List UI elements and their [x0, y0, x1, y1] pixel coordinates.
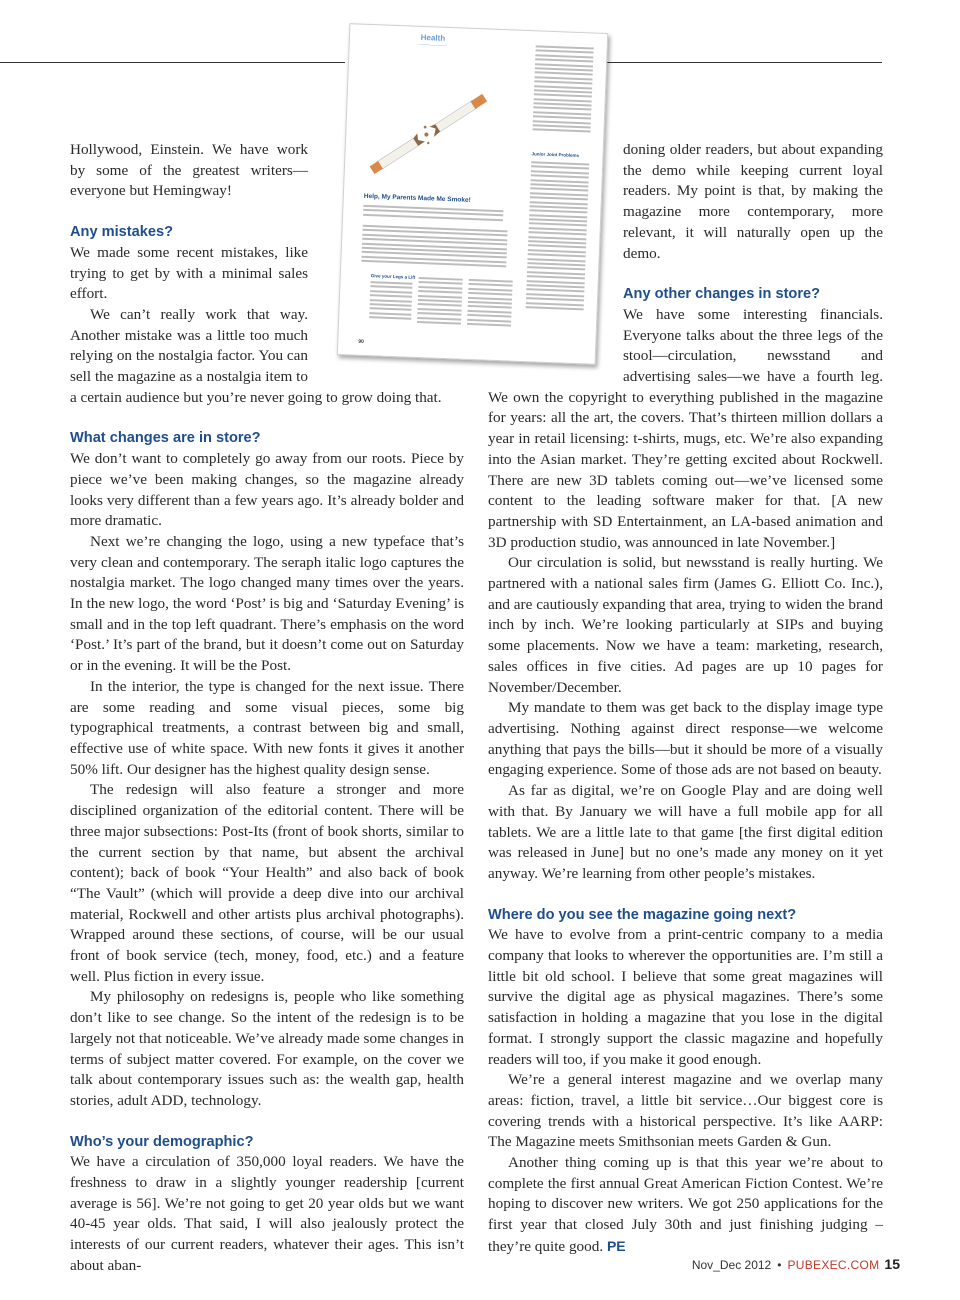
final-paragraph-text: Another thing coming up is that this year we’re about to complete the first annual Great American Fiction Contest. We’re hoping to discover new writers. We got 250 applications for the first year that closed July 30th and just finishing judging – they’re quite good. [488, 1154, 883, 1255]
heading-any-mistakes: Any mistakes? [70, 224, 174, 241]
paragraph: We have some interesting financials. Everyone talks about the three legs of the stool—circulation, newsstand and advertising sales—we have a fourth leg. We own the copyright to everything published in the magazine for years: all the art, the covers. That’s thirteen million dollars a year in retail licensing: t-shirts, mugs, etc. We’re also expanding into the Asian market. They’re getting excited about Rockwell. There are new 3D tablets coming out—we’ve licensed some content to the leading software maker for that. [A new partnership with SD Entertainment, an LA-based animation and 3D production studio, was announced in late November.] [488, 305, 883, 551]
heading-what-changes: What changes are in store? [70, 430, 261, 447]
paragraph: As far as digital, we’re on Google Play and are doing well with that. By January we will have a full mobile app for all tablets. We are a little late to that game [the first digital edition was released in June] but no one’s made any money on it yet anyway. We’re learning from other people’s mistakes. [488, 782, 883, 882]
footer-bullet: • [777, 1258, 782, 1272]
paragraph: We’re a general interest magazine and we overlap many areas: fiction, travel, a little bit service…Our biggest core is covering trends with a historical perspective. It’s like AARP: The Magazine meets Smithsonian meets Garden & Gun. [488, 1071, 883, 1151]
paragraph: In the interior, the type is changed for the next issue. There are some reading and some visual pieces, some big typographical treatments, a contrast between big and small, effective use of white space. With new fonts it gives it another 50% lift. Our designer has the highest quality design sense. [70, 677, 464, 778]
page-footer [692, 1256, 900, 1272]
heading-going-next: Where do you see the magazine going next? [488, 906, 797, 923]
paragraph: We have a circulation of 350,000 loyal readers. We have the freshness to draw in a slightly younger readership [current average is 56]. We’re not going to get 20 year olds but we want 40-45 year olds. That said, I will also jealously protect the interests of our current readers, whatever their ages. This isn’t about aban- [70, 1153, 464, 1274]
thumbnail-subtitle-lines: ────────── [418, 41, 447, 48]
top-rule-left [0, 62, 345, 63]
thumbnail-wrap-space-right [488, 140, 623, 370]
thumbnail-article-title: Help, My Parents Made Me Smoke! [363, 192, 471, 204]
thumbnail-page-number: 90 [358, 338, 364, 345]
heading-demographic: Who’s your demographic? [70, 1133, 254, 1150]
paragraph: We don’t want to completely go away from our roots. Piece by piece we’ve been making changes, so the magazine already looks very different than a few years ago. It’s already bolder and more dramatic. [70, 450, 464, 530]
paragraph: Our circulation is solid, but newsstand is really hurting. We partnered with a national sales firm (James G. Elliott Co. Inc.), and are cautiously expanding that area, trying to widen the brand inch by inch. We’re looking particularly at SIPs and buying some placements. Now we have a team: marketing, research, sales offices in five cities. Ad pages are up 10 pages for November/December. [488, 554, 883, 696]
paragraph: We can’t really work that way. Another mistake was a little too much relying on the nostalgia factor. You can sell the magazine as a nostalgia item to a certain audience but you’re never going to grow doing that. [70, 305, 442, 406]
heading-other-changes: Any other changes in store? [623, 286, 821, 303]
paragraph: We made some recent mistakes, like trying to get by with a minimal sales effort. [70, 243, 308, 303]
right-column [488, 140, 883, 1258]
footer-page-number: 15 [884, 1256, 900, 1272]
left-column [70, 140, 464, 1277]
paragraph: Next we’re changing the logo, using a new typeface that’s very clean and contemporary. The seraph italic logo captures the nostalgia market. The logo changed many times over the years. In the new logo, the word ‘Post’ is big and ‘Saturday Evening’ is small and in the top left quadrant. There’s emphasis on the word ‘Post.’ It’s part of the brand, but it doesn’t come out on Saturday or in the evening. It will be the Post. [70, 532, 464, 675]
thumbnail-sidebar-lines-top [532, 45, 593, 135]
top-rule-right [600, 62, 882, 63]
end-mark: PE [606, 1237, 626, 1254]
thumbnail-header [358, 30, 508, 50]
footer-issue: Nov_Dec 2012 [691, 1258, 772, 1272]
paragraph: My philosophy on redesigns is, people who like something don’t like to see change. So the intent of the redesign is to be largely not that noticeable. We’ve already made some changes in terms of subject matter covered. For example, on the cover we talk about contemporary issues such as: the wealth gap, health stories, adult ADD, technology. [70, 988, 464, 1109]
paragraph: We have to evolve from a print-centric company to a media company that looks to wherever the opportunities are. I’m still a little bit old school. I believe that some great magazines will survive the digital age as physical magazines. There’s some satisfaction in holding a magazine that you lose in the digital format. I strongly support the classic magazine and hopefully readers will too, if you make it good enough. [488, 926, 883, 1068]
left-intro-paragraph: Hollywood, Einstein. We have work by some of the greatest writers—everyone but Hemingway! [70, 141, 308, 200]
right-intro-paragraph: doning older readers, but about expanding the demo while keeping current loyal readers. My point is that, by making the magazine more contemporary, more relevant, it will naturally open up the demo. [623, 141, 883, 262]
thumbnail-section: Health [420, 32, 446, 43]
paragraph: My mandate to them was get back to the display image type advertising. Nothing against direct response—we welcome anything that pays the bills—but it should be more of a visually engaging experience. Some of those ads are not based on beauty. [488, 699, 883, 779]
thumbnail-sidebar-title: Junior Joint Problems [531, 151, 580, 159]
footer-site-link[interactable]: PUBEXEC.COM [787, 1258, 880, 1272]
thumbnail-wrap-space [308, 140, 464, 370]
paragraph [488, 1153, 883, 1258]
paragraph: The redesign will also feature a stronger and more disciplined organization of the editorial content. There will be three major subsections: Post-Its (front of book shorts, similar to the current section by that name, but absent the archival content); back of book “Your Health” and also back of book “The Vault” (which will provide a deep dive into our archival material, Rockwell and other artists plus archival photographs). Wrapped around these sections, of course, will be our usual front of book service (tech, money, food, etc.) and a feature well. Plus fiction in every issue. [70, 781, 464, 985]
thumbnail-box-title: Give your Legs a Lift [370, 273, 416, 280]
